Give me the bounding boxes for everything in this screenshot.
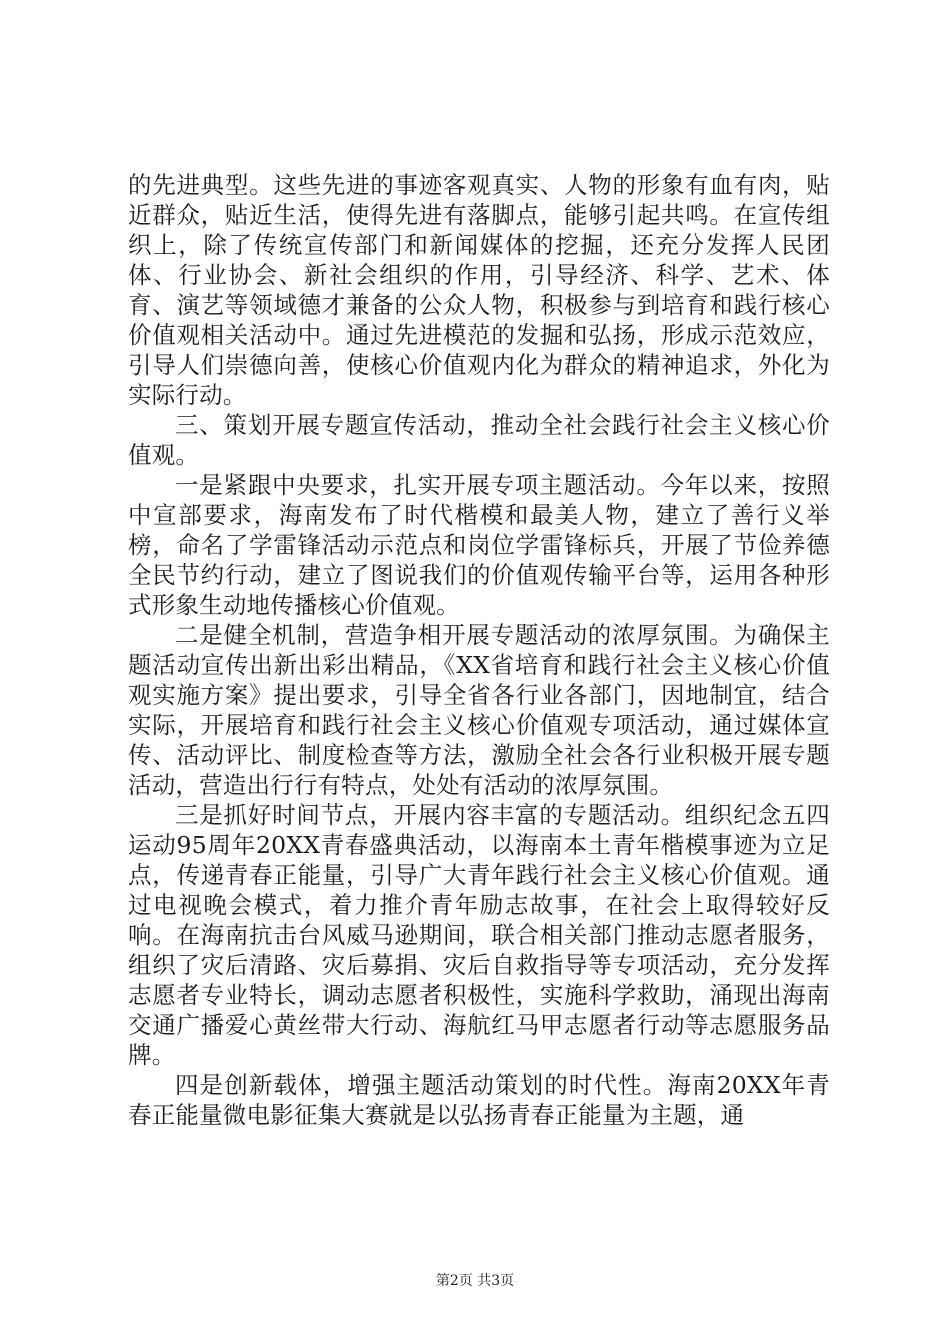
section-heading-3: 三、策划开展专题宣传活动，推动全社会践行社会主义核心价值观。 bbox=[128, 411, 830, 469]
paragraph-item-2: 二是健全机制，营造争相开展专题活动的浓厚氛围。为确保主题活动宣传出新出彩出精品，《XX省培育和践行社会主义核心价值观实施方案》提出要求，引导全省各行业各部门，因地制宜，结合实际，开展培育和践行社会主义核心价值观专项活动，通过媒体宣传、活动评比、制度检查等方法，激励全社会各行业积极开展专题活动，营造出行行有特点，处处有活动的浓厚氛围。 bbox=[128, 621, 830, 799]
page-footer bbox=[0, 1272, 950, 1290]
paragraph-item-1: 一是紧跟中央要求，扎实开展专项主题活动。今年以来，按照中宣部要求，海南发布了时代楷模和最美人物，建立了善行义举榜，命名了学雷锋活动示范点和岗位学雷锋标兵，开展了节俭养德全民节约行动，建立了图说我们的价值观传输平台等，运用各种形式形象生动地传播核心价值观。 bbox=[128, 471, 830, 619]
paragraph-1: 的先进典型。这些先进的事迹客观真实、人物的形象有血有肉，贴近群众，贴近生活，使得先进有落脚点，能够引起共鸣。在宣传组织上，除了传统宣传部门和新闻媒体的挖掘，还充分发挥人民团体、行业协会、新社会组织的作用，引导经济、科学、艺术、体育、演艺等领域德才兼备的公众人物，积极参与到培育和践行核心价值观相关活动中。通过先进模范的发掘和弘扬，形成示范效应，引导人们崇德向善，使核心价值观内化为群众的精神追求，外化为实际行动。 bbox=[128, 171, 830, 409]
body-text bbox=[128, 170, 830, 1130]
paragraph-item-4: 四是创新载体，增强主题活动策划的时代性。海南20XX年青春正能量微电影征集大赛就是以弘扬青春正能量为主题，通 bbox=[128, 1071, 830, 1129]
paragraph-item-3: 三是抓好时间节点，开展内容丰富的专题活动。组织纪念五四运动95周年20XX青春盛典活动，以海南本土青年楷模事迹为立足点，传递青春正能量，引导广大青年践行社会主义核心价值观。通过电视晚会模式，着力推介青年励志故事，在社会上取得较好反响。在海南抗击台风威马逊期间，联合相关部门推动志愿者服务，组织了灾后清路、灾后募捐、灾后自救指导等专项活动，充分发挥志愿者专业特长，调动志愿者积极性，实施科学救助，涌现出海南交通广播爱心黄丝带大行动、海航红马甲志愿者行动等志愿服务品牌。 bbox=[128, 801, 830, 1069]
page-number: 第2页 共3页 bbox=[435, 1273, 515, 1289]
